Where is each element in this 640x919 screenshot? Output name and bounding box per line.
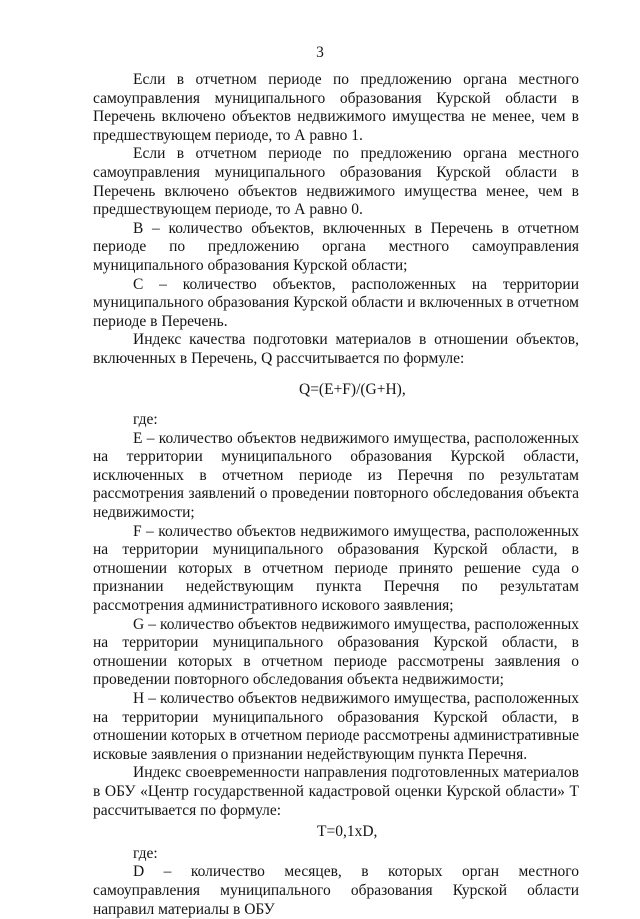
paragraph-a-equals-1: Если в отчетном периоде по предложению органа местного самоуправления муниципального образования Курской области в Перечень включено объектов недвижимого имущества не менее, чем в предшествующем периоде, то А равно 1. (93, 71, 579, 144)
paragraph-definition-e: E – количество объектов недвижимого имущества, расположенных на территории муниципального образования Курской области, исключенных в отчетном периоде из Перечня по результатам рассмотрения заявлений о проведении повторного обследования объекта недвижимости; (93, 429, 579, 522)
document-body (93, 71, 579, 919)
paragraph-quality-index-intro: Индекс качества подготовки материалов в отношении объектов, включенных в Перечень, Q рассчитывается по формуле: (93, 331, 579, 367)
paragraph-definition-d: D – количество месяцев, в которых орган местного самоуправления муниципального образования Курской области направил материалы в ОБУ (93, 863, 579, 918)
paragraph-timeliness-index-intro: Индекс своевременности направления подготовленных материалов в ОБУ «Центр государственной кадастровой оценки Курской области» Т рассчитывается по формуле: (93, 764, 579, 819)
where-label: где: (133, 411, 158, 429)
paragraph-definition-f: F – количество объектов недвижимого имущества, расположенных на территории муниципального образования Курской области, в отношении которых в отчетном периоде принято решение суда о признании недействующим пункта Перечня по результатам рассмотрения административного искового заявления; (93, 522, 579, 615)
formula-q: Q=(E+F)/(G+H), (299, 380, 406, 398)
paragraph-definition-g: G – количество объектов недвижимого имущества, расположенных на территории муниципального образования Курской области, в отношении которых в отчетном периоде рассмотрены заявления о проведении повторного обследования объекта недвижимости; (93, 615, 579, 689)
paragraph-definition-h: H – количество объектов недвижимого имущества, расположенных на территории муниципального образования Курской области, в отношении которых в отчетном периоде рассмотрены административные исковые заявления о признании недействующим пункта Перечня. (93, 690, 579, 763)
formula-t: Т=0,1хD, (317, 823, 378, 841)
where-label: где: (133, 844, 158, 862)
paragraph-a-equals-0: Если в отчетном периоде по предложению органа местного самоуправления муниципального образования Курской области в Перечень включено объектов недвижимого имущества менее, чем в предшествующем периоде, то А равно 0. (93, 145, 579, 219)
paragraph-definition-c: С – количество объектов, расположенных на территории муниципального образования Курской области и включенных в отчетном периоде в Перечень. (93, 275, 579, 330)
paragraph-definition-b: В – количество объектов, включенных в Перечень в отчетном периоде по предложению органа местного самоуправления муниципального образования Курской области; (93, 219, 579, 274)
page-number: 3 (316, 44, 324, 61)
